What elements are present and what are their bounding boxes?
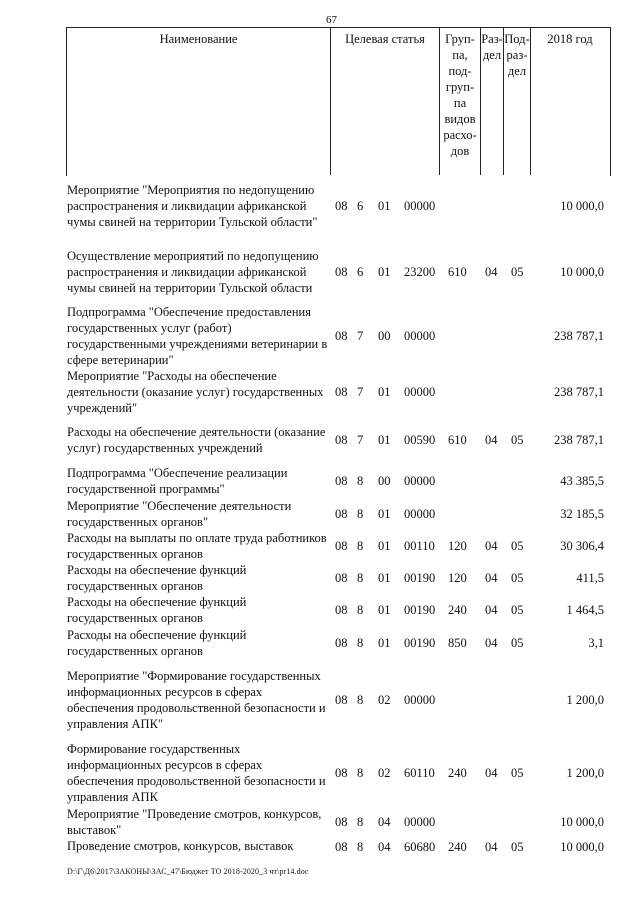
header-name: Наименование	[159, 32, 238, 46]
row-value: 238 787,1	[554, 329, 604, 343]
row-code-direction: 00000	[404, 693, 436, 707]
table-row	[0, 368, 640, 416]
row-subsection: 05	[511, 265, 524, 279]
row-code-subprogram: 8	[357, 840, 364, 854]
row-name: Подпрограмма "Обеспечение предоставления государственных услуг (работ) государственными учреждениями ветеринарии в сфере ветеринарии"	[67, 305, 328, 367]
row-name: Расходы на обеспечение функций государственных органов	[67, 628, 247, 658]
row-code-subprogram: 8	[357, 474, 364, 488]
table-row	[0, 562, 640, 594]
row-code-program: 08	[335, 329, 348, 343]
row-code-activity: 01	[378, 385, 391, 399]
row-code-activity: 01	[378, 571, 391, 585]
row-code-activity: 00	[378, 474, 391, 488]
row-group: 610	[448, 433, 467, 447]
header-group-line: расхо-	[443, 128, 477, 142]
row-code-program: 08	[335, 385, 348, 399]
row-name: Мероприятие "Проведение смотров, конкурсов, выставок"	[67, 807, 322, 837]
row-value: 238 787,1	[554, 433, 604, 447]
row-code-direction: 00000	[404, 815, 436, 829]
row-code-subprogram: 8	[357, 571, 364, 585]
header-subsection	[504, 31, 530, 79]
row-name: Подпрограмма "Обеспечение реализации государственной программы"	[67, 466, 288, 496]
row-name: Формирование государственных информационных ресурсов в сферах обеспечения продовольственной безопасности и управления АПК	[67, 742, 326, 804]
row-code-subprogram: 6	[357, 265, 364, 279]
row-code-subprogram: 6	[357, 199, 364, 213]
row-name: Расходы на обеспечение функций государственных органов	[67, 595, 247, 625]
table-row	[0, 530, 640, 562]
row-name: Расходы на обеспечение деятельности (оказание услуг) государственных учреждений	[67, 425, 326, 455]
row-code-direction: 23200	[404, 265, 436, 279]
row-code-activity: 01	[378, 636, 391, 650]
footer-file-path: D:\Г\Д6\2017\ЗАКОНЫ\ЗАС_47\Бюджет ТО 2018-2020_3 чт\pr14.doc	[67, 867, 309, 876]
header-section-line: дел	[482, 48, 502, 62]
header-subsection-line: дел	[507, 64, 527, 78]
row-code-program: 08	[335, 571, 348, 585]
row-code-subprogram: 8	[357, 603, 364, 617]
row-code-subprogram: 8	[357, 636, 364, 650]
row-code-program: 08	[335, 815, 348, 829]
row-code-program: 08	[335, 199, 348, 213]
row-code-program: 08	[335, 636, 348, 650]
row-code-direction: 00190	[404, 571, 436, 585]
row-code-direction: 60110	[404, 766, 435, 780]
table-row	[0, 668, 640, 732]
row-code-activity: 01	[378, 265, 391, 279]
row-subsection: 05	[511, 433, 524, 447]
header-group-line: па	[453, 96, 467, 110]
header-subsection-line: Под-	[504, 32, 530, 46]
row-code-subprogram: 7	[357, 433, 364, 447]
header-group-line: под-	[448, 64, 472, 78]
row-code-program: 08	[335, 265, 348, 279]
row-code-direction: 00000	[404, 329, 436, 343]
table-row	[0, 465, 640, 497]
row-group: 120	[448, 539, 467, 553]
row-section: 04	[485, 636, 498, 650]
row-code-subprogram: 8	[357, 693, 364, 707]
row-code-direction: 00000	[404, 507, 436, 521]
row-section: 04	[485, 766, 498, 780]
row-value: 10 000,0	[560, 265, 604, 279]
header-group-line: па,	[452, 48, 468, 62]
row-section: 04	[485, 840, 498, 854]
row-code-activity: 04	[378, 840, 391, 854]
row-value: 10 000,0	[560, 199, 604, 213]
row-group: 240	[448, 766, 467, 780]
header-subsection-line: раз-	[506, 48, 528, 62]
header-target: Целевая статья	[345, 32, 425, 46]
table-row	[0, 838, 640, 856]
row-code-activity: 04	[378, 815, 391, 829]
row-code-program: 08	[335, 474, 348, 488]
row-subsection: 05	[511, 603, 524, 617]
row-code-activity: 00	[378, 329, 391, 343]
row-code-direction: 00190	[404, 603, 436, 617]
row-code-subprogram: 7	[357, 329, 364, 343]
row-section: 04	[485, 433, 498, 447]
row-section: 04	[485, 539, 498, 553]
row-code-subprogram: 8	[357, 507, 364, 521]
table-row	[0, 424, 640, 456]
row-code-activity: 01	[378, 199, 391, 213]
row-group: 610	[448, 265, 467, 279]
table-row	[0, 741, 640, 805]
row-code-subprogram: 8	[357, 539, 364, 553]
row-value: 238 787,1	[554, 385, 604, 399]
row-value: 1 464,5	[566, 603, 604, 617]
header-group-line: груп-	[445, 80, 475, 94]
row-group: 240	[448, 603, 467, 617]
table-row	[0, 627, 640, 659]
row-value: 3,1	[588, 636, 604, 650]
row-name: Осуществление мероприятий по недопущению распространения и ликвидации африканской чумы свиней на территории Тульской области	[67, 249, 319, 295]
row-code-program: 08	[335, 539, 348, 553]
row-code-activity: 01	[378, 433, 391, 447]
header-group-line: дов	[450, 144, 470, 158]
row-name: Мероприятие "Расходы на обеспечение деятельности (оказание услуг) государственных учреждений"	[67, 369, 324, 415]
row-name: Проведение смотров, конкурсов, выставок	[67, 839, 294, 853]
row-code-direction: 00590	[404, 433, 436, 447]
row-subsection: 05	[511, 840, 524, 854]
row-section: 04	[485, 265, 498, 279]
row-code-program: 08	[335, 840, 348, 854]
row-code-direction: 00000	[404, 474, 436, 488]
row-code-program: 08	[335, 766, 348, 780]
row-group: 120	[448, 571, 467, 585]
row-code-program: 08	[335, 433, 348, 447]
row-name: Мероприятие "Обеспечение деятельности государственных органов"	[67, 499, 292, 529]
row-code-direction: 00000	[404, 199, 436, 213]
header-section-line: Раз-	[481, 32, 503, 46]
row-code-direction: 00000	[404, 385, 436, 399]
row-group: 240	[448, 840, 467, 854]
row-code-direction: 00190	[404, 636, 436, 650]
table-row	[0, 304, 640, 368]
table-row	[0, 498, 640, 530]
row-value: 10 000,0	[560, 815, 604, 829]
row-value: 411,5	[576, 571, 604, 585]
row-code-subprogram: 7	[357, 385, 364, 399]
row-value: 1 200,0	[566, 693, 604, 707]
row-section: 04	[485, 603, 498, 617]
table-row	[0, 806, 640, 838]
header-group-line: Груп-	[445, 32, 475, 46]
row-code-program: 08	[335, 693, 348, 707]
header-group	[440, 31, 480, 159]
row-value: 10 000,0	[560, 840, 604, 854]
row-code-activity: 01	[378, 603, 391, 617]
row-code-direction: 00110	[404, 539, 435, 553]
header-divider	[330, 27, 331, 175]
header-divider	[530, 27, 531, 175]
row-subsection: 05	[511, 539, 524, 553]
row-name: Мероприятие "Мероприятия по недопущению распространения и ликвидации африканской чумы свиней на территории Тульской области"	[67, 183, 318, 229]
table-row	[0, 594, 640, 626]
row-code-subprogram: 8	[357, 815, 364, 829]
row-code-activity: 01	[378, 507, 391, 521]
row-value: 1 200,0	[566, 766, 604, 780]
row-subsection: 05	[511, 636, 524, 650]
row-code-program: 08	[335, 507, 348, 521]
row-name: Расходы на обеспечение функций государственных органов	[67, 563, 247, 593]
header-group-line: видов	[444, 112, 476, 126]
row-value: 43 385,5	[560, 474, 604, 488]
row-value: 32 185,5	[560, 507, 604, 521]
row-code-direction: 60680	[404, 840, 436, 854]
table-row	[0, 248, 640, 296]
header-section	[481, 31, 503, 63]
row-code-activity: 02	[378, 766, 391, 780]
table-row	[0, 182, 640, 230]
row-name: Мероприятие "Формирование государственных информационных ресурсов в сферах обеспечения продовольственной безопасности и управления АПК"	[67, 669, 326, 731]
row-subsection: 05	[511, 766, 524, 780]
row-code-program: 08	[335, 603, 348, 617]
row-subsection: 05	[511, 571, 524, 585]
row-section: 04	[485, 571, 498, 585]
row-code-activity: 02	[378, 693, 391, 707]
row-value: 30 306,4	[560, 539, 604, 553]
row-code-subprogram: 8	[357, 766, 364, 780]
header-year: 2018 год	[547, 32, 593, 46]
row-group: 850	[448, 636, 467, 650]
page-number: 67	[326, 14, 337, 26]
row-name: Расходы на выплаты по оплате труда работников государственных органов	[67, 531, 327, 561]
row-code-activity: 01	[378, 539, 391, 553]
